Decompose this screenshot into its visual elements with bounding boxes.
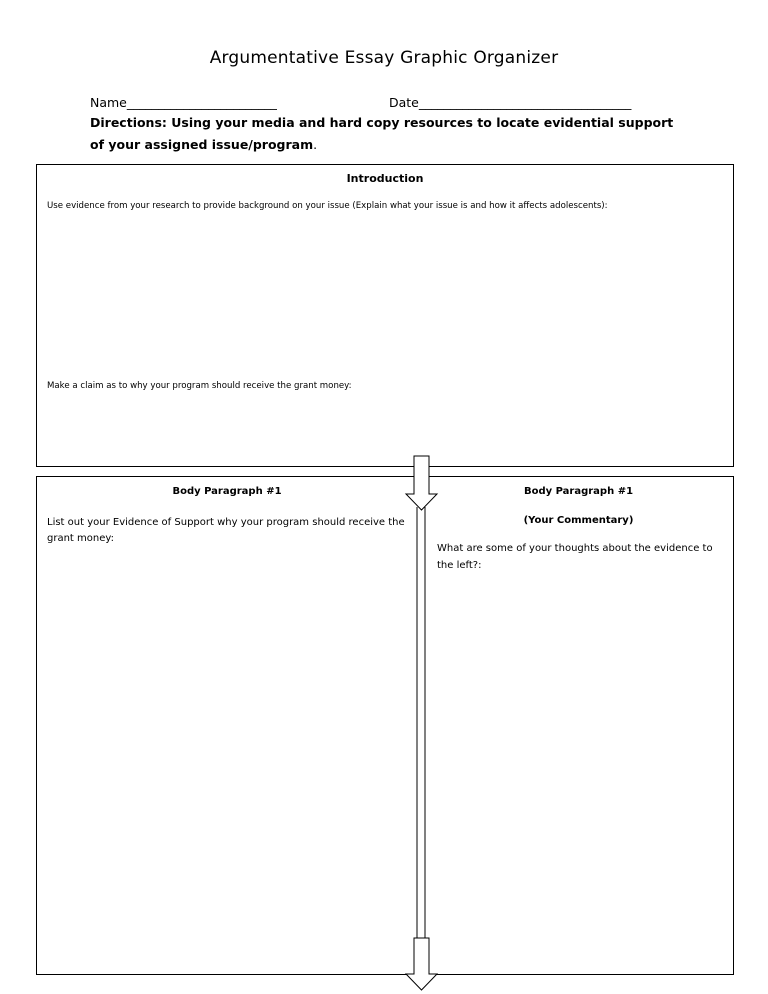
claim-prompt: Make a claim as to why your program should receive the grant money: [47,381,352,391]
body-paragraph-box [36,476,734,975]
directions-bold: Directions: Using your media and hard copy resources to locate evidential support of your assigned issue/program [90,115,674,152]
introduction-box [36,164,734,467]
commentary-column-heading: Body Paragraph #1 [523,486,634,497]
background-prompt: Use evidence from your research to provide background on your issue (Explain what your issue is and how it affects adolescents): [47,201,608,211]
introduction-heading: Introduction [346,172,424,185]
evidence-column-heading: Body Paragraph #1 [172,486,282,497]
page-title: Argumentative Essay Graphic Organizer [209,48,559,68]
name-field[interactable]: Name________________________ [90,95,277,110]
commentary-subheading: (Your Commentary) [523,515,634,526]
evidence-prompt: List out your Evidence of Support why your program should receive the grant money: [47,517,405,544]
directions-period: . [313,137,318,152]
commentary-prompt: What are some of your thoughts about the evidence to the left?: [437,543,713,571]
directions-text [90,112,690,156]
date-field[interactable]: Date__________________________________ [389,95,632,110]
